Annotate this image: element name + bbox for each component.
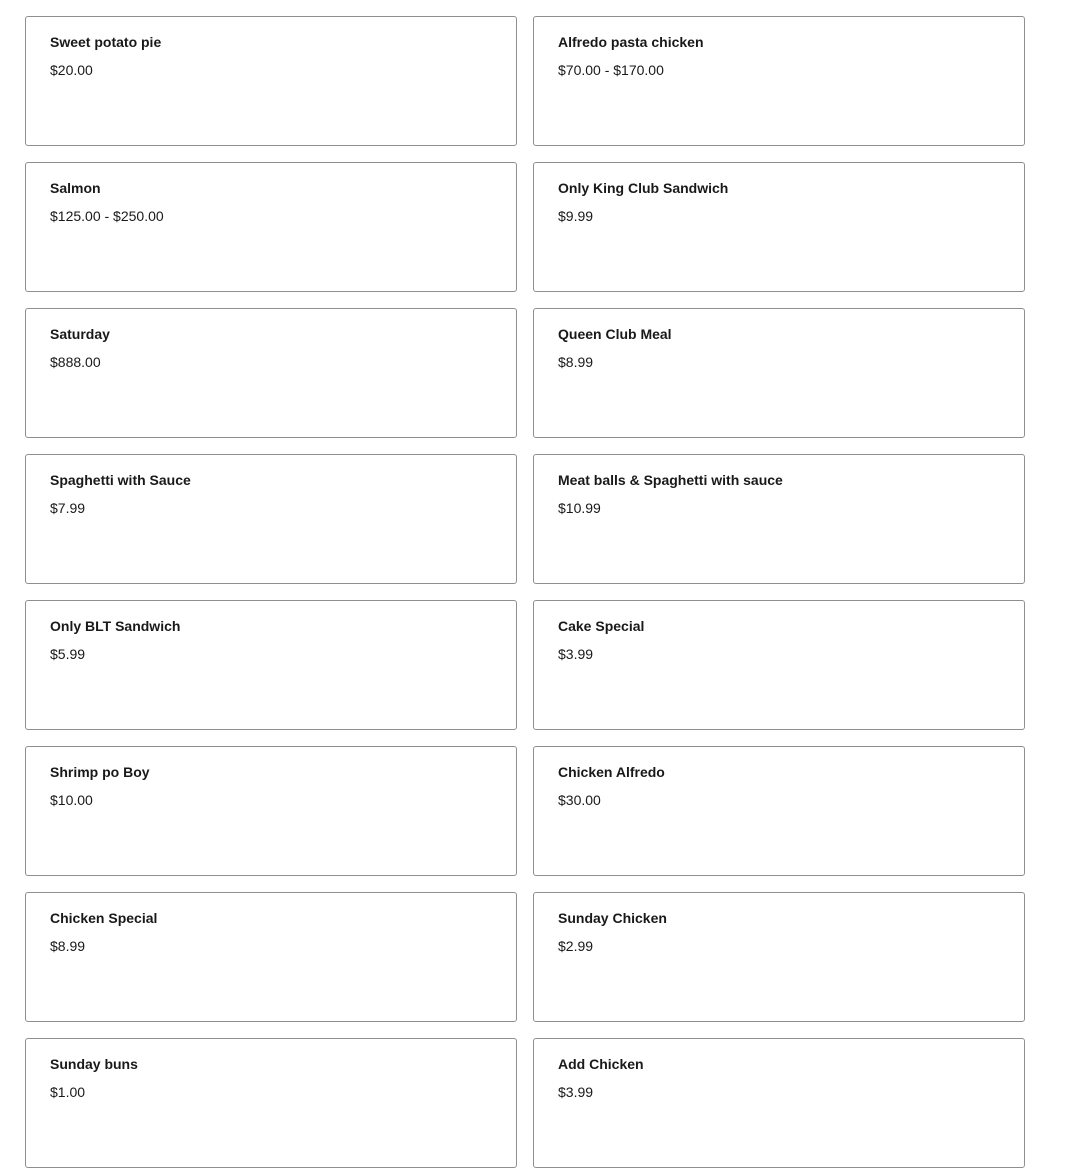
menu-item-card[interactable]: [25, 892, 517, 1022]
menu-item-price: $30.00: [558, 792, 601, 808]
menu-items-grid: [25, 16, 1025, 1168]
menu-item-price: $125.00 - $250.00: [50, 208, 164, 224]
menu-item-card[interactable]: [25, 16, 517, 146]
menu-item-card[interactable]: [533, 600, 1025, 730]
menu-item-name: Chicken Special: [50, 910, 158, 926]
menu-item-name: Only King Club Sandwich: [558, 180, 729, 196]
menu-item-name: Salmon: [50, 180, 101, 196]
menu-item-price: $888.00: [50, 354, 101, 370]
menu-item-name: Sunday Chicken: [558, 910, 667, 926]
menu-item-price: $1.00: [50, 1084, 86, 1100]
menu-item-name: Cake Special: [558, 618, 645, 634]
menu-item-card[interactable]: [533, 16, 1025, 146]
menu-item-card[interactable]: [533, 746, 1025, 876]
menu-item-price: $3.99: [558, 1084, 594, 1100]
menu-item-name: Sweet potato pie: [50, 34, 162, 50]
menu-item-name: Sunday buns: [50, 1056, 138, 1072]
menu-item-card[interactable]: [25, 1038, 517, 1168]
menu-item-price: $10.99: [558, 500, 601, 516]
menu-item-card[interactable]: [533, 308, 1025, 438]
menu-item-name: Add Chicken: [558, 1056, 644, 1072]
menu-item-name: Alfredo pasta chicken: [558, 34, 704, 50]
menu-item-price: $8.99: [558, 354, 594, 370]
menu-item-card[interactable]: [25, 600, 517, 730]
menu-item-price: $10.00: [50, 792, 93, 808]
menu-item-price: $9.99: [558, 208, 594, 224]
menu-item-name: Shrimp po Boy: [50, 764, 150, 780]
menu-item-name: Meat balls & Spaghetti with sauce: [558, 472, 783, 488]
menu-item-card[interactable]: [25, 746, 517, 876]
menu-item-price: $2.99: [558, 938, 594, 954]
menu-item-card[interactable]: [533, 162, 1025, 292]
menu-item-price: $20.00: [50, 62, 93, 78]
menu-item-name: Queen Club Meal: [558, 326, 672, 342]
menu-item-price: $70.00 - $170.00: [558, 62, 664, 78]
menu-item-card[interactable]: [25, 454, 517, 584]
menu-item-name: Saturday: [50, 326, 110, 342]
menu-item-name: Spaghetti with Sauce: [50, 472, 191, 488]
menu-item-price: $8.99: [50, 938, 86, 954]
menu-item-name: Only BLT Sandwich: [50, 618, 181, 634]
menu-item-price: $7.99: [50, 500, 86, 516]
menu-item-price: $3.99: [558, 646, 594, 662]
menu-item-card[interactable]: [25, 308, 517, 438]
menu-item-card[interactable]: [533, 454, 1025, 584]
menu-item-card[interactable]: [25, 162, 517, 292]
menu-item-name: Chicken Alfredo: [558, 764, 665, 780]
menu-item-card[interactable]: [533, 1038, 1025, 1168]
menu-item-card[interactable]: [533, 892, 1025, 1022]
menu-item-price: $5.99: [50, 646, 86, 662]
